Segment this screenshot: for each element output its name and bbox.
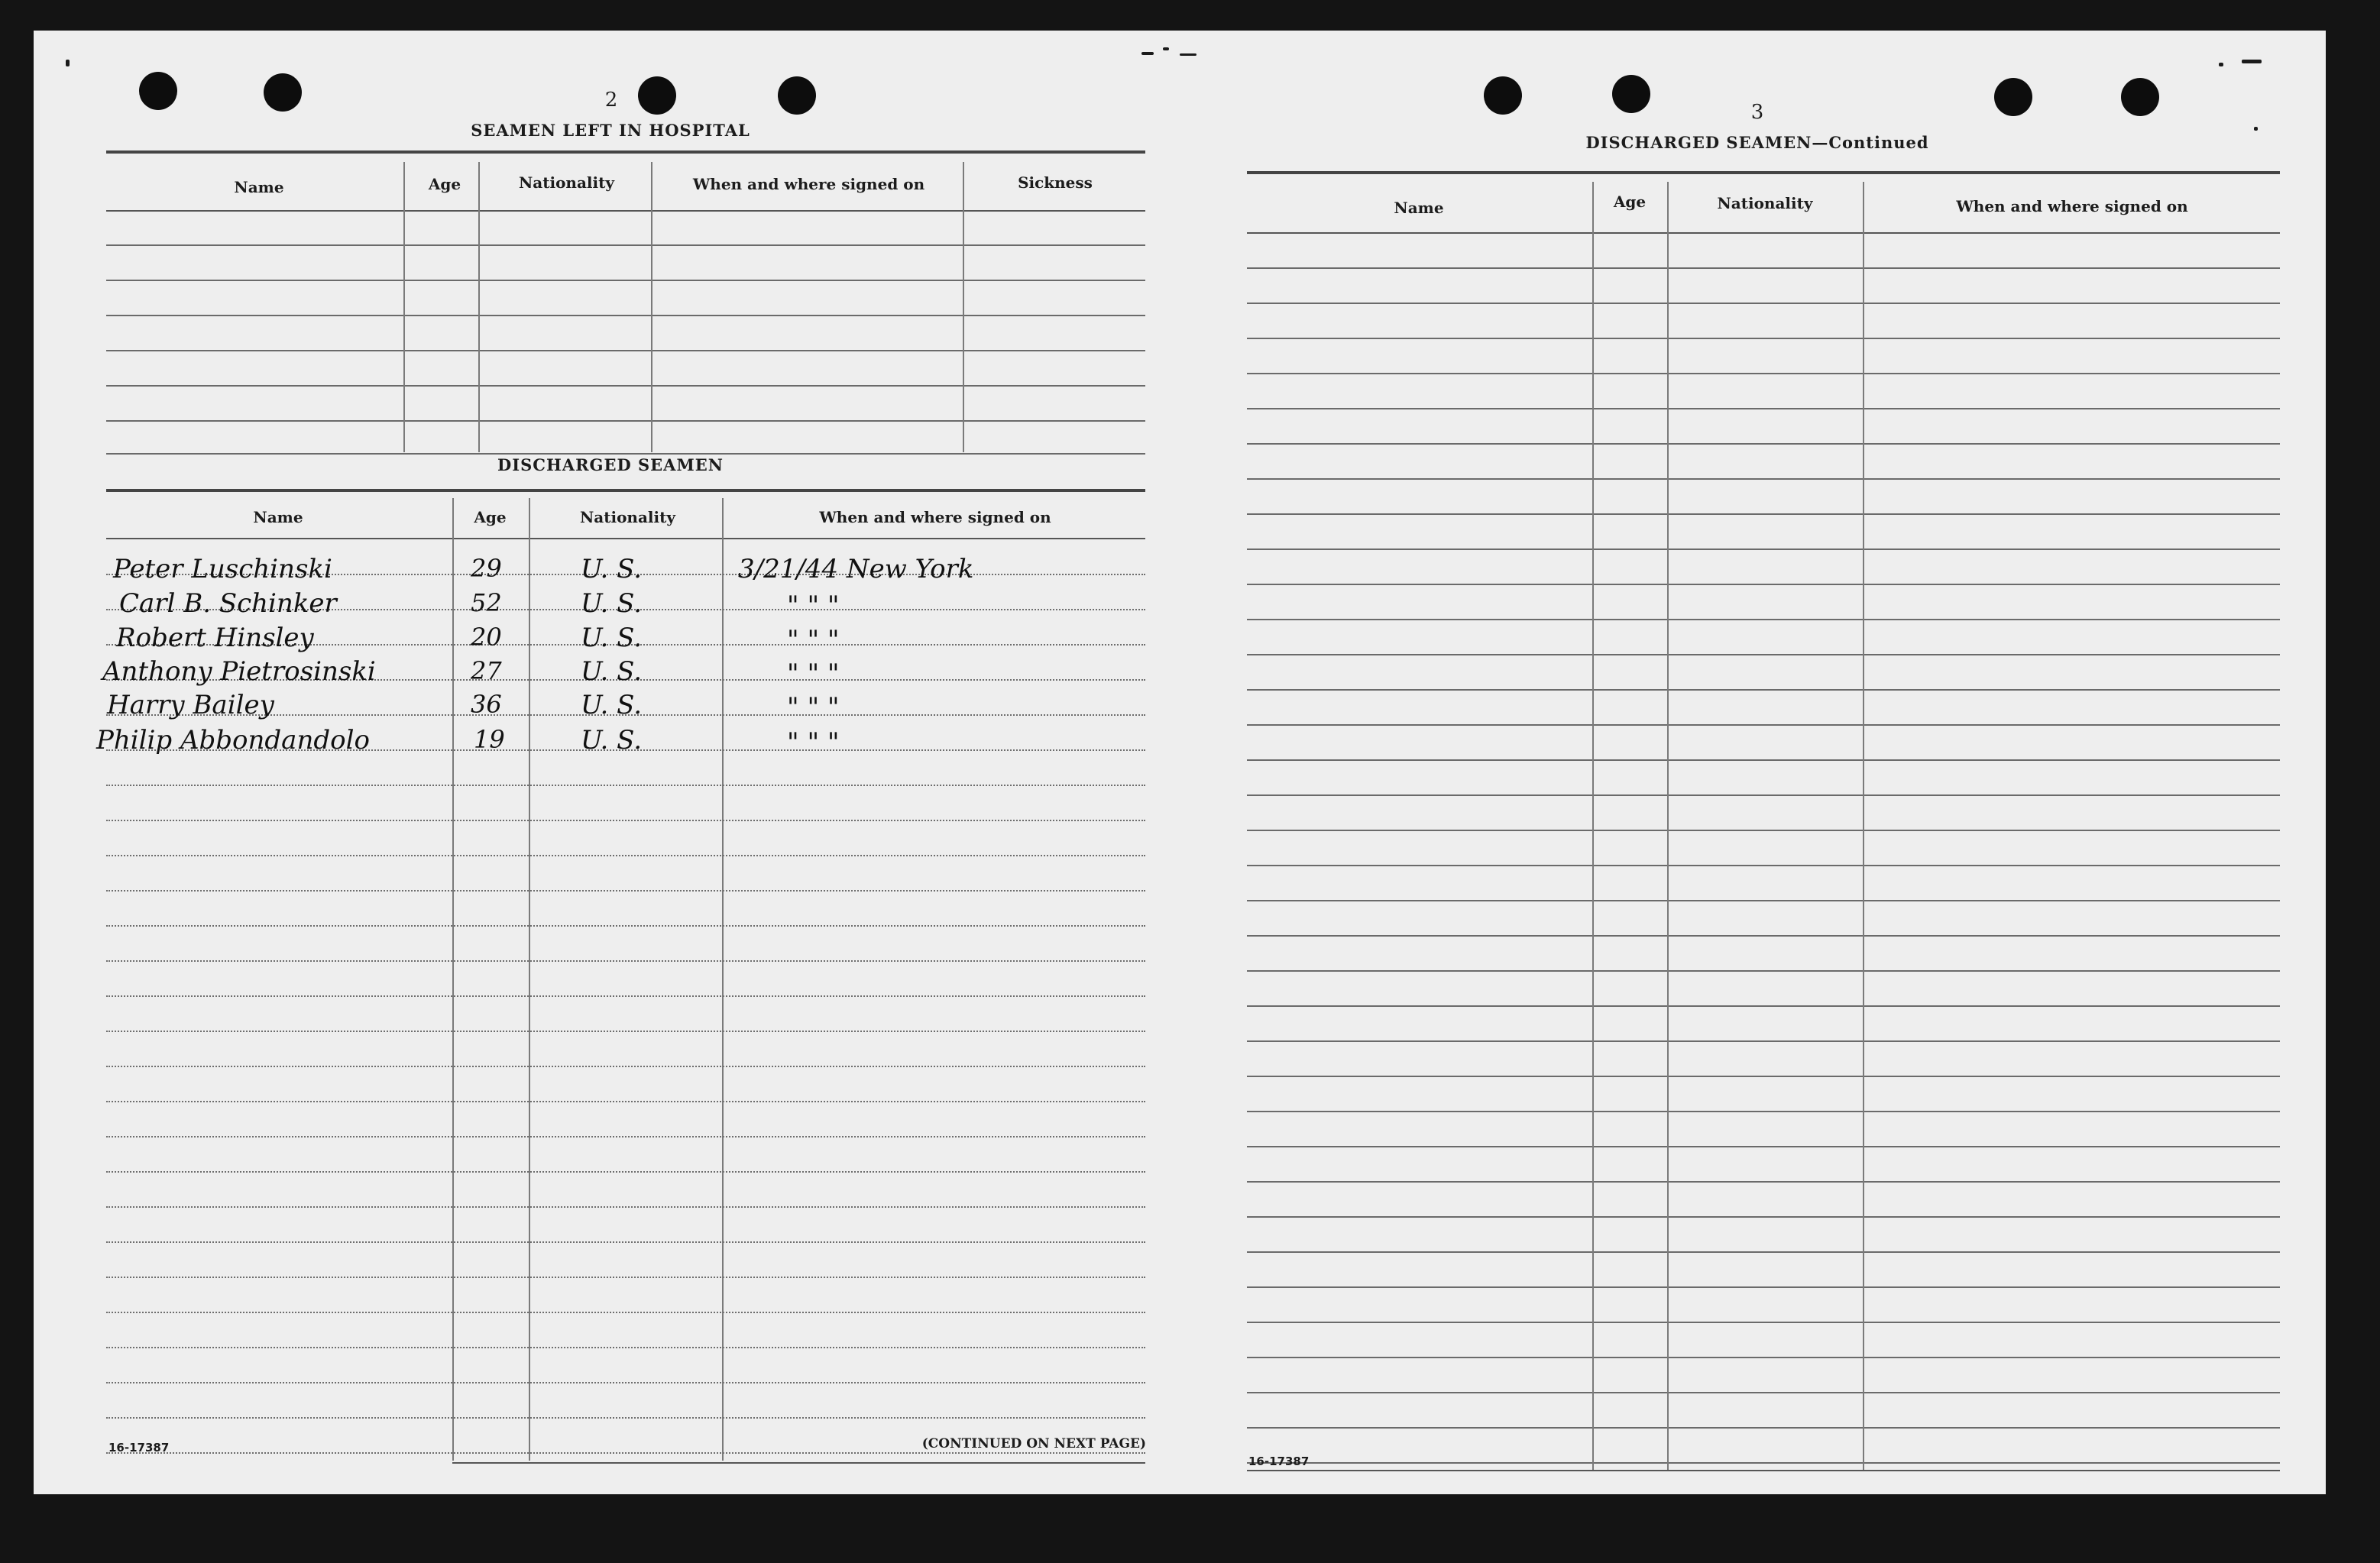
binder-hole [778, 76, 816, 115]
binder-hole [1612, 75, 1650, 113]
hospital-rows [106, 210, 1145, 470]
entry-age: 52 [471, 588, 502, 617]
scan-speck [2219, 63, 2223, 66]
scan-speck [1180, 53, 1196, 56]
right-header-age: Age [1613, 193, 1647, 211]
hospital-col-divider [651, 162, 652, 452]
right-page-number: 3 [1750, 101, 1764, 124]
entry-signed-on: " " " [787, 692, 840, 723]
entry-signed-on: " " " [787, 659, 840, 689]
entry-signed-on: 3/21/44 New York [738, 554, 974, 584]
left-page-number: 2 [604, 89, 618, 112]
entry-nationality: U. S. [581, 656, 643, 687]
left-form-number: 16-17387 [108, 1441, 170, 1455]
hospital-col-divider [478, 162, 480, 452]
right-bottom-rule [1247, 1470, 2280, 1471]
right-col-divider [1667, 182, 1669, 1470]
scan-speck [66, 60, 70, 66]
entry-name: Harry Bailey [107, 690, 274, 720]
entry-signed-on: " " " [787, 625, 840, 655]
entry-name: Robert Hinsley [116, 623, 314, 653]
hospital-header-nationality: Nationality [519, 173, 614, 192]
hospital-col-divider [403, 162, 405, 452]
left-bottom-rule [452, 1462, 1145, 1464]
entry-name: Anthony Pietrosinski [102, 656, 376, 687]
hospital-header-signed-on: When and where signed on [692, 175, 925, 193]
discharged-header-name: Name [253, 508, 303, 526]
entry-nationality: U. S. [581, 554, 643, 584]
right-col-divider [1863, 182, 1864, 1470]
binder-hole [139, 72, 177, 110]
discharged-header-age: Age [474, 508, 507, 526]
hospital-header-sickness: Sickness [1018, 173, 1093, 192]
right-rows [1247, 232, 2280, 1470]
right-section-title: DISCHARGED SEAMEN—Continued [1585, 133, 1929, 152]
entry-age: 36 [471, 690, 502, 719]
hospital-header-name: Name [234, 178, 284, 196]
entry-name: Peter Luschinski [113, 554, 332, 584]
scan-speck [1163, 47, 1169, 50]
entry-age: 20 [471, 623, 502, 652]
entry-age: 29 [471, 554, 502, 583]
discharged-header-signed-on: When and where signed on [819, 508, 1051, 526]
right-form-number: 16-17387 [1248, 1455, 1310, 1468]
hospital-col-divider [963, 162, 964, 452]
entry-name: Philip Abbondandolo [96, 725, 370, 756]
binder-hole [638, 76, 676, 115]
right-col-divider [1592, 182, 1594, 1470]
right-header-name: Name [1394, 199, 1444, 217]
hospital-header-age: Age [428, 175, 461, 193]
binder-hole [264, 73, 302, 112]
entry-age: 27 [471, 656, 502, 685]
hospital-top-rule [106, 150, 1145, 154]
right-top-rule [1247, 171, 2280, 174]
entry-signed-on: " " " [787, 591, 840, 621]
entry-nationality: U. S. [581, 588, 643, 619]
entry-nationality: U. S. [581, 725, 643, 756]
entry-signed-on: " " " [787, 727, 840, 758]
discharged-col-divider [452, 498, 454, 1461]
record-sheet [34, 31, 2326, 1494]
right-header-nationality: Nationality [1717, 194, 1813, 212]
hospital-section-title: SEAMEN LEFT IN HOSPITAL [471, 121, 750, 140]
scan-speck [2242, 60, 2262, 63]
entry-nationality: U. S. [581, 623, 643, 653]
entry-age: 19 [474, 725, 505, 754]
discharged-top-rule [106, 489, 1145, 492]
binder-hole [1484, 76, 1522, 115]
continued-note: (CONTINUED ON NEXT PAGE) [921, 1436, 1146, 1451]
entry-nationality: U. S. [581, 690, 643, 720]
discharged-header-nationality: Nationality [580, 508, 675, 526]
binder-hole [1994, 78, 2032, 116]
discharged-col-divider [722, 498, 724, 1461]
scan-speck [2254, 127, 2258, 131]
discharged-col-divider [529, 498, 530, 1461]
scan-speck [1141, 52, 1154, 55]
binder-hole [2121, 78, 2159, 116]
discharged-section-title: DISCHARGED SEAMEN [497, 455, 724, 474]
right-header-signed-on: When and where signed on [1956, 197, 2188, 215]
entry-name: Carl B. Schinker [119, 588, 337, 619]
